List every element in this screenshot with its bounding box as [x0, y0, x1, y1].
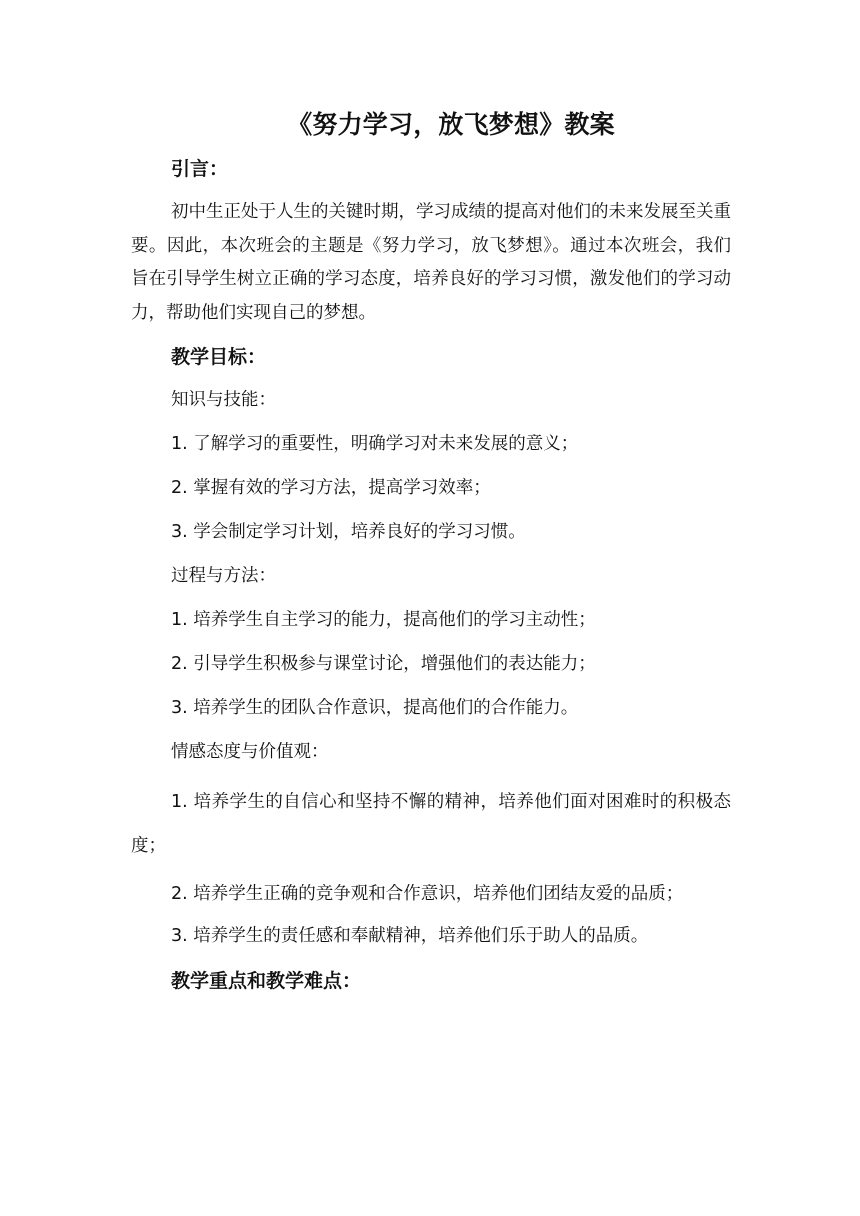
document-title: 《努力学习，放飞梦想》教案: [287, 110, 615, 139]
list-item: 1. 了解学习的重要性，明确学习对未来发展的意义；: [171, 434, 579, 454]
process-label: 过程与方法：: [171, 566, 276, 586]
list-item: 1. 培养学生的自信心和坚持不懈的精神，培养他们面对困难时的积极态度；: [131, 792, 731, 856]
list-item: 3. 学会制定学习计划，培养良好的学习习惯。: [171, 522, 526, 542]
emotion-label: 情感态度与价值观：: [171, 742, 329, 762]
list-item: 1. 培养学生自主学习的能力，提高他们的学习主动性；: [171, 610, 596, 630]
intro-heading: 引言：: [171, 158, 229, 180]
list-item: 2. 引导学生积极参与课堂讨论，增强他们的表达能力；: [171, 654, 596, 674]
list-item: 3. 培养学生的团队合作意识，提高他们的合作能力。: [171, 698, 579, 718]
document-body: [131, 106, 731, 1008]
intro-paragraph: 初中生正处于人生的关键时期，学习成绩的提高对他们的未来发展至关重要。因此，本次班会的主题是《努力学习，放飞梦想》。通过本次班会，我们旨在引导学生树立正确的学习态度，培养良好的学习习惯，激发他们的学习动力，帮助他们实现自己的梦想。: [131, 202, 731, 323]
list-item: 2. 培养学生正确的竞争观和合作意识，培养他们团结友爱的品质；: [171, 884, 684, 904]
list-item: 2. 掌握有效的学习方法，提高学习效率；: [171, 478, 491, 498]
keypoints-heading: 教学重点和教学难点：: [171, 970, 362, 992]
objectives-heading: 教学目标：: [171, 346, 267, 368]
list-item: 3. 培养学生的责任感和奉献精神，培养他们乐于助人的品质。: [171, 926, 649, 946]
knowledge-label: 知识与技能：: [171, 390, 276, 410]
